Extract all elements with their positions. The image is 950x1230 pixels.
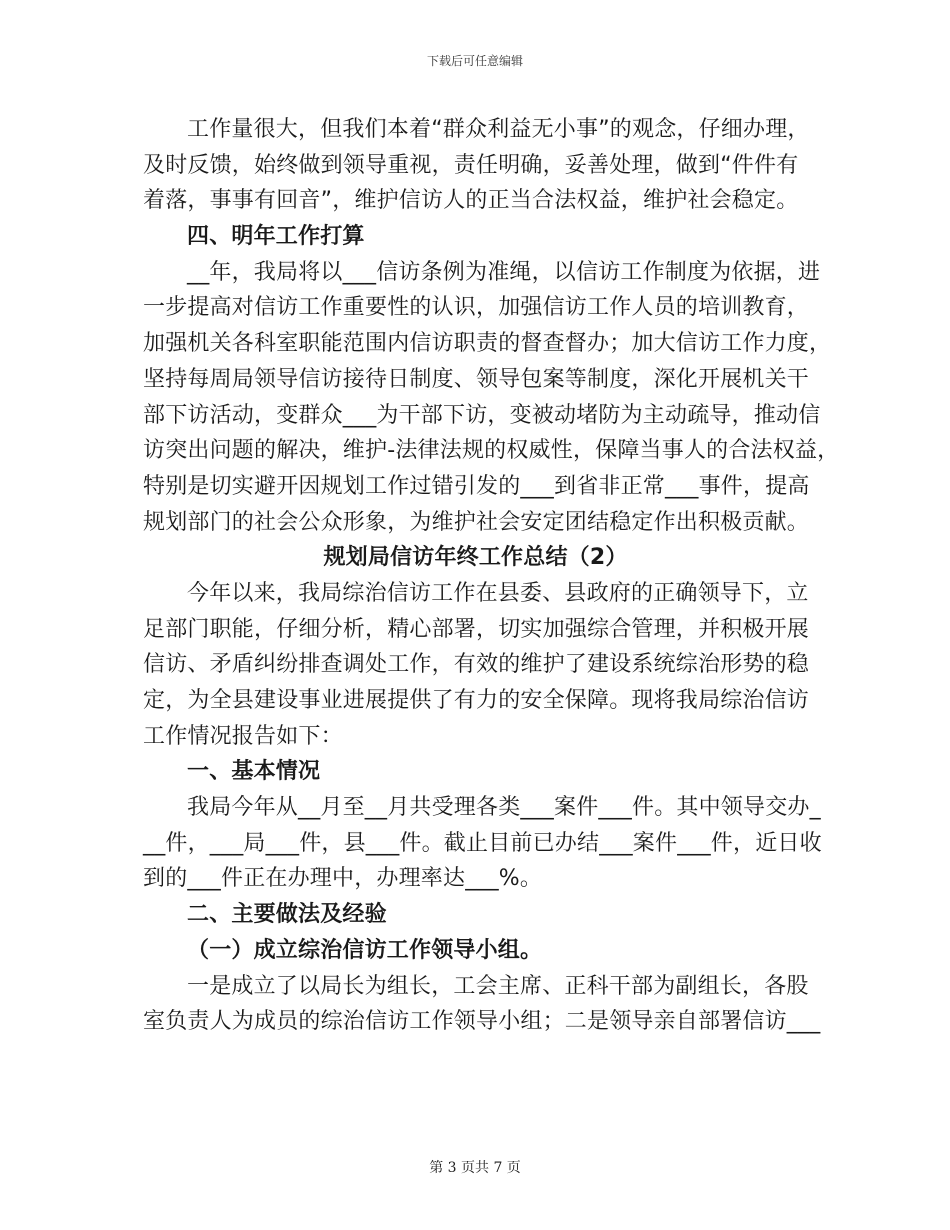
- paragraph-line: 信访、矛盾纠纷排查调处工作，有效的维护了建设系统综治形势的稳: [143, 652, 810, 678]
- section-heading: 四、明年工作打算: [187, 224, 365, 250]
- paragraph-line: 坚持每周局领导信访接待日制度、领导包案等制度，深化开展机关干: [143, 366, 810, 392]
- paragraph-line: 一是成立了以局长为组长，工会主席、正科干部为副组长，各股: [187, 973, 809, 999]
- paragraph-line: 定，为全县建设事业进展提供了有力的安全保障。现将我局综治信访: [143, 688, 810, 713]
- paragraph-line: 加强机关各科室职能范围内信访职责的督查督办；加大信访工作力度，: [143, 331, 832, 357]
- paragraph-line: 我局今年从__月至__月共受理各类___案件___件。其中领导交办_: [187, 795, 821, 821]
- paragraph-line: 一步提高对信访工作重要性的认识，加强信访工作人员的培训教育，: [143, 295, 810, 321]
- paragraph-line: 室负责人为成员的综治信访工作领导小组；二是领导亲自部署信访___: [143, 1009, 821, 1035]
- paragraph-line: 今年以来，我局综治信访工作在县委、县政府的正确领导下，立: [187, 580, 809, 606]
- paragraph-line: __年，我局将以___信访条例为准绳，以信访工作制度为依据，进: [187, 259, 821, 285]
- paragraph-line: __件，___局___件，县___件。截止目前已办结___案件___件，近日收: [143, 830, 822, 856]
- paragraph-line: 规划部门的社会公众形象，为维护社会安定团结稳定作出积极贡献。: [143, 509, 810, 535]
- paragraph-line: 特别是切实避开因规划工作过错引发的___到省非正常___事件，提高: [143, 473, 810, 499]
- section-heading: 二、主要做法及经验: [187, 902, 387, 928]
- paragraph-line: 足部门职能，仔细分析，精心部署，切实加强综合管理，并积极开展: [143, 616, 810, 642]
- paragraph-line: 访突出问题的解决，维护-法律法规的权威性，保障当事人的合法权益，: [143, 438, 840, 464]
- document-title: 规划局信访年终工作总结（2）: [323, 545, 628, 571]
- paragraph-line: 到的___件正在办理中，办理率达___%。: [143, 866, 543, 892]
- paragraph-line: 及时反馈，始终做到领导重视，责任明确，妥善处理，做到“件件有: [143, 152, 799, 178]
- paragraph-line: 工作情况报告如下：: [143, 723, 343, 749]
- paragraph-line: 着落，事事有回音”，维护信访人的正当合法权益，维护社会稳定。: [143, 188, 799, 214]
- page-header-note: 下载后可任意编辑: [426, 54, 523, 68]
- section-heading: 一、基本情况: [187, 759, 321, 785]
- document-body: [143, 112, 840, 1040]
- paragraph-line: 工作量很大，但我们本着“群众利益无小事”的观念，仔细办理，: [187, 117, 810, 142]
- paragraph-line: 部下访活动，变群众___为干部下访，变被动堵防为主动疏导，推动信: [143, 402, 821, 428]
- page-footer: 第 3 页共 7 页: [429, 1160, 521, 1176]
- subsection-heading: （一）成立综治信访工作领导小组。: [187, 937, 543, 963]
